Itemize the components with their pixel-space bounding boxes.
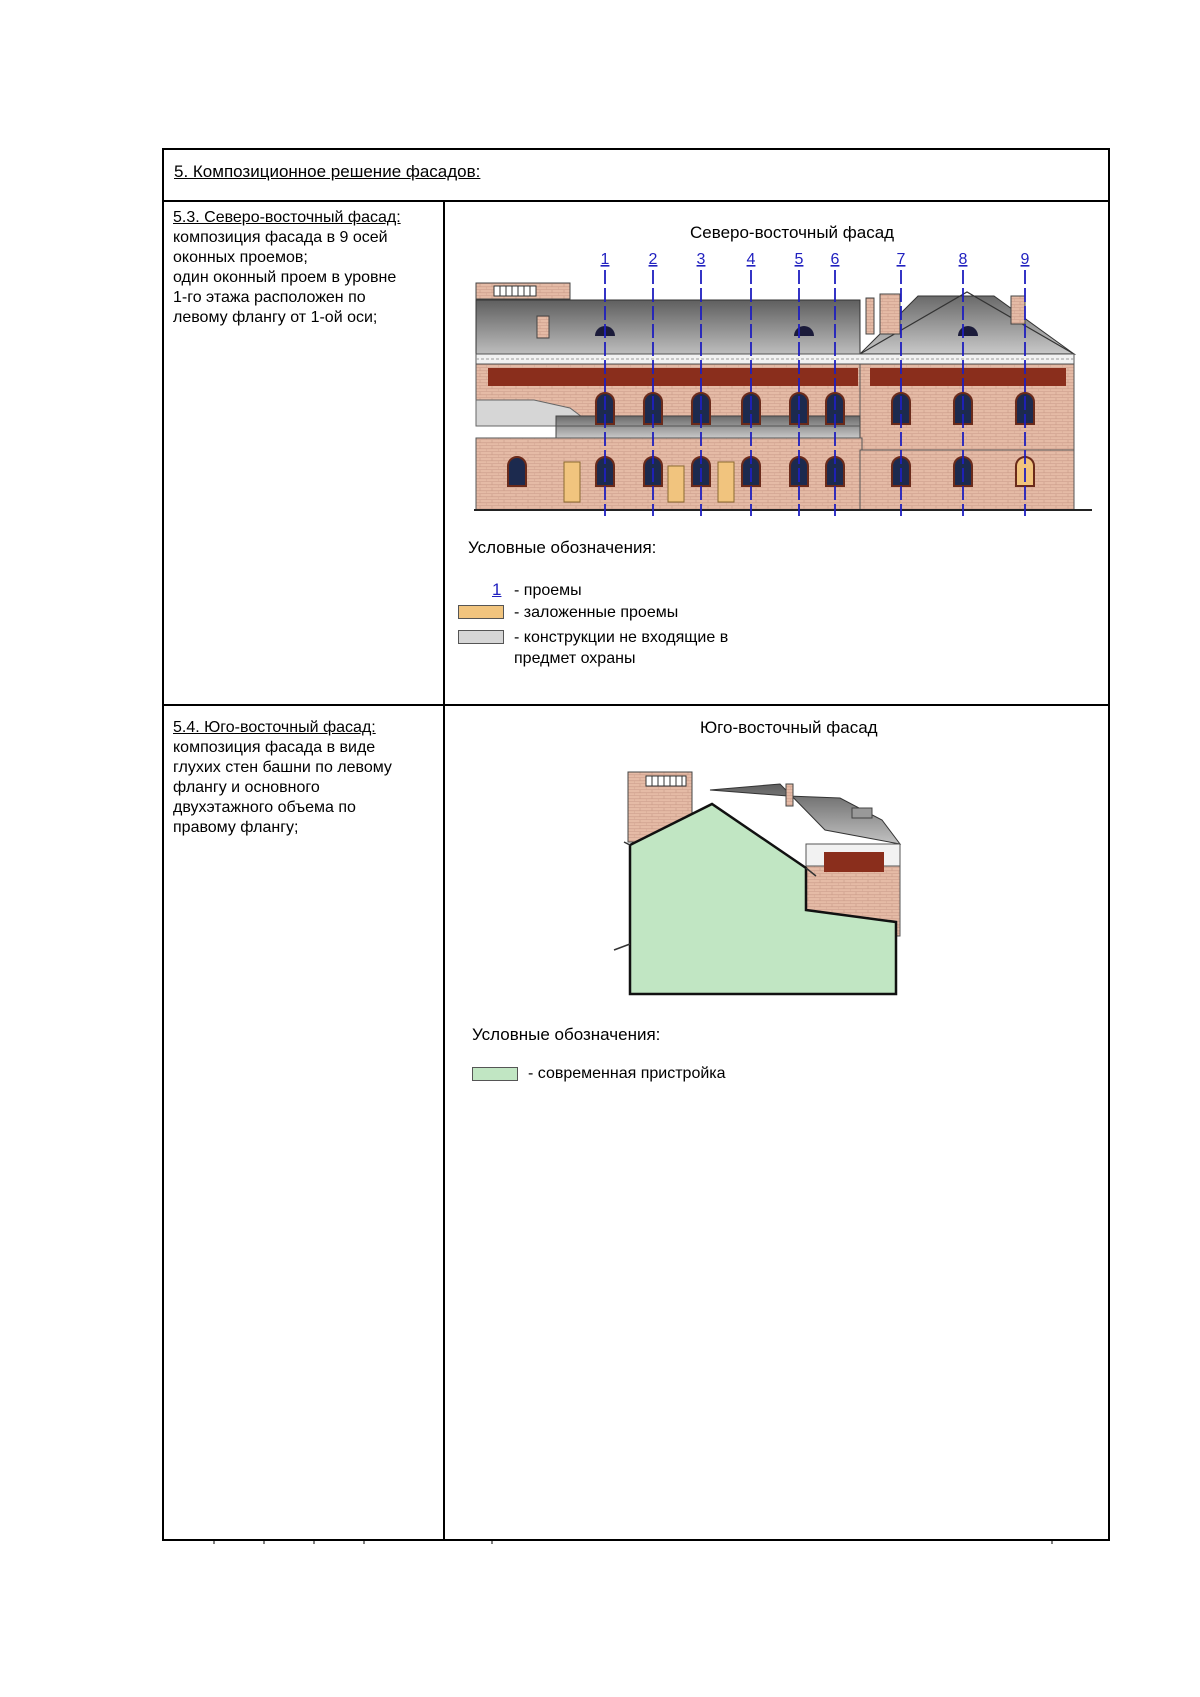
ne-figure-title: Северо-восточный фасад xyxy=(690,223,895,242)
tower-parapet xyxy=(476,283,570,299)
bricked-swatch xyxy=(458,605,504,619)
ne-facade-drawing xyxy=(474,248,1094,518)
axis-label-3: 3 xyxy=(696,251,706,268)
ne-line-2: оконных проемов; xyxy=(173,249,308,266)
axis-label-8: 8 xyxy=(958,251,968,268)
excluded-swatch xyxy=(458,630,504,644)
axis-label-9: 9 xyxy=(1020,251,1030,268)
se-line-4: двухэтажного объема по xyxy=(173,799,356,816)
chimney xyxy=(880,294,900,334)
legend-bricked-label: - заложенные проемы xyxy=(514,604,679,621)
legend-openings-label: - проемы xyxy=(514,582,582,599)
section-title: 5. Композиционное решение фасадов: xyxy=(174,162,481,181)
chimney xyxy=(786,784,793,806)
ne-line-4: 1-го этажа расположен по xyxy=(173,289,366,306)
ne-line-3: один оконный проем в уровне xyxy=(173,269,397,286)
se-frieze xyxy=(824,852,884,872)
legend-openings-number: 1 xyxy=(492,580,502,599)
frieze xyxy=(870,368,1066,386)
ne-line-1: композиция фасада в 9 осей xyxy=(173,229,388,246)
legend-excluded-label-1: - конструкции не входящие в xyxy=(514,629,729,646)
se-heading: 5.4. Юго-восточный фасад: xyxy=(173,719,376,736)
bricked-door xyxy=(564,462,580,502)
se-description xyxy=(173,718,435,838)
ne-line-5: левому флангу от 1-ой оси; xyxy=(173,309,378,326)
cornice xyxy=(476,354,1074,364)
row-divider xyxy=(164,704,1108,706)
se-legend-title: Условные обозначения: xyxy=(472,1025,661,1044)
axis-label-1: 1 xyxy=(600,251,610,268)
ne-legend-title: Условные обозначения: xyxy=(468,538,657,557)
se-line-5: правому флангу; xyxy=(173,819,299,836)
bricked-door xyxy=(718,462,734,502)
ne-description xyxy=(173,208,435,328)
axis-label-5: 5 xyxy=(794,251,804,268)
table-bottom-ticks xyxy=(162,1540,1110,1546)
chimney xyxy=(537,316,549,338)
frieze xyxy=(488,368,858,386)
bricked-door xyxy=(668,466,684,502)
column-divider xyxy=(443,202,445,1541)
legend-excluded-label-2: предмет охраны xyxy=(514,650,636,667)
axis-label-7: 7 xyxy=(896,251,906,268)
modern-swatch xyxy=(472,1067,518,1081)
se-line-2: глухих стен башни по левому xyxy=(173,759,392,776)
legend-modern-label: - современная пристройка xyxy=(528,1065,726,1082)
ne-heading: 5.3. Северо-восточный фасад: xyxy=(173,209,401,226)
chimney xyxy=(866,298,874,334)
se-line-1: композиция фасада в виде xyxy=(173,739,376,756)
table-header-row xyxy=(164,150,1108,202)
se-facade-drawing xyxy=(610,760,910,1000)
chimney xyxy=(1011,296,1025,324)
axis-label-4: 4 xyxy=(746,251,756,268)
axis-label-2: 2 xyxy=(648,251,658,268)
axis-label-6: 6 xyxy=(830,251,840,268)
se-figure-title: Юго-восточный фасад xyxy=(700,718,878,737)
se-line-3: флангу и основного xyxy=(173,779,320,796)
